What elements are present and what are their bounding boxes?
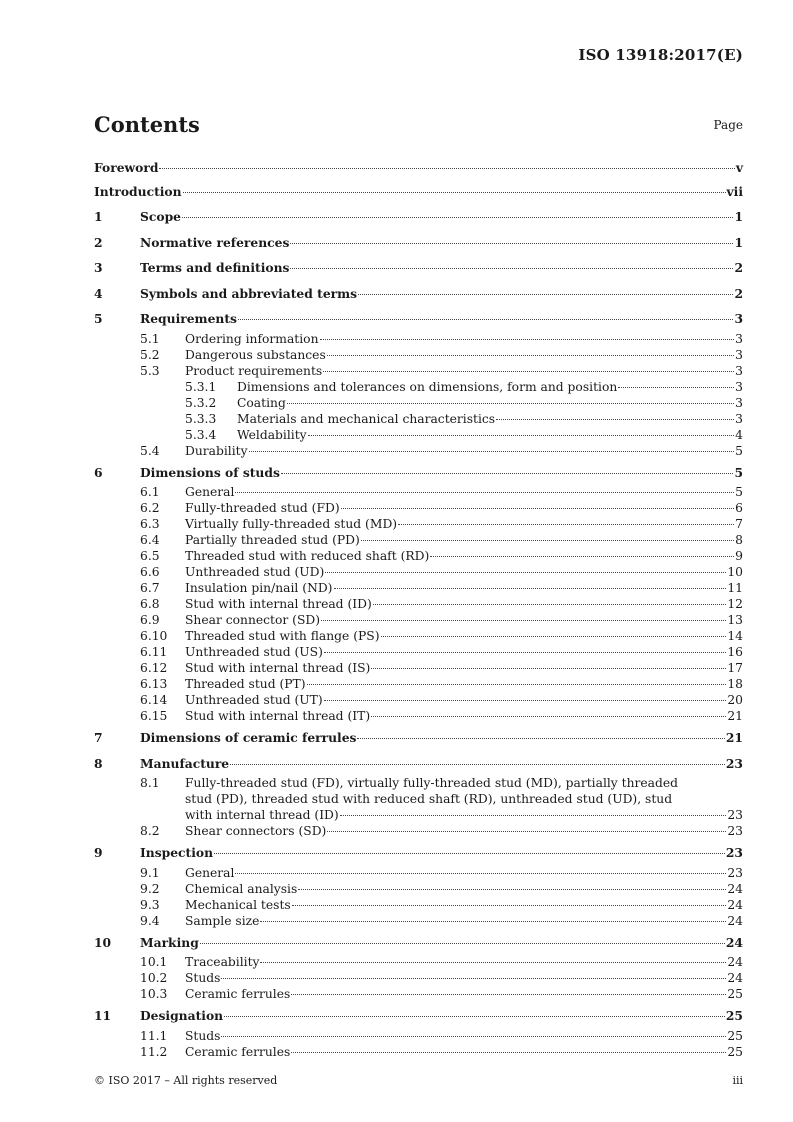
toc-entry[interactable]	[94, 865, 743, 881]
toc-entry-number: 5.3.3	[185, 411, 217, 426]
toc-entry-number: 2	[94, 234, 103, 250]
toc-entry-number: 5	[94, 311, 103, 326]
toc-entry-page: 24	[727, 881, 743, 896]
toc-entry[interactable]	[94, 331, 743, 347]
toc-entry-page: 5	[734, 464, 743, 480]
toc-entry[interactable]	[94, 484, 743, 500]
toc-entry[interactable]	[94, 692, 743, 708]
toc-entry-number: 6.10	[140, 629, 168, 643]
dot-leader	[373, 604, 727, 605]
toc-entry-page: 2	[734, 260, 743, 275]
table-of-contents	[94, 156, 743, 1060]
dot-leader	[287, 403, 734, 404]
toc-entry[interactable]	[94, 881, 743, 897]
dot-leader	[224, 1016, 725, 1017]
dot-leader	[260, 962, 726, 963]
dot-leader	[298, 889, 726, 890]
toc-entry-title: Traceability	[185, 955, 260, 969]
toc-entry-page: 23	[727, 808, 743, 822]
toc-entry[interactable]	[94, 1004, 743, 1028]
toc-entry[interactable]	[94, 628, 743, 644]
toc-entry-number: 6	[94, 464, 103, 480]
toc-entry-title: Dangerous substances	[185, 347, 326, 362]
dot-leader	[159, 168, 734, 169]
toc-entry-title: Fully-threaded stud (FD)	[185, 501, 340, 515]
toc-entry-title: Unthreaded stud (UT)	[185, 693, 323, 707]
toc-entry-page: 21	[725, 730, 743, 745]
toc-entry-title: Threaded stud with reduced shaft (RD)	[185, 549, 430, 563]
toc-entry[interactable]	[94, 726, 743, 750]
toc-entry-page: 17	[727, 661, 743, 675]
toc-entry-title: Foreword	[94, 160, 159, 175]
dot-leader	[324, 652, 726, 653]
dot-leader	[249, 451, 735, 452]
toc-entry-title: Stud with internal thread (IS)	[185, 661, 371, 675]
toc-entry-number: 6.11	[140, 645, 168, 659]
toc-entry[interactable]	[94, 363, 743, 379]
toc-entry-title-line: Fully-threaded stud (FD), virtually fully-threaded stud (MD), partially threaded	[185, 776, 679, 790]
toc-entry[interactable]	[94, 548, 743, 564]
dot-leader	[292, 905, 727, 906]
toc-entry-number: 6.6	[140, 565, 160, 579]
toc-entry-page: 24	[727, 955, 743, 969]
dot-leader	[290, 243, 733, 244]
page-number: iii	[732, 1074, 743, 1087]
toc-entry-title: Durability	[185, 443, 248, 458]
toc-entry[interactable]	[94, 660, 743, 676]
toc-entry-title: Chemical analysis	[185, 881, 298, 896]
toc-entry-page: 1	[734, 209, 743, 224]
toc-entry[interactable]	[94, 516, 743, 532]
toc-entry-title-line: with internal thread (ID)	[185, 808, 339, 822]
page-column-label: Page	[713, 118, 743, 132]
toc-entry[interactable]	[94, 379, 743, 395]
dot-leader	[307, 684, 727, 685]
toc-entry[interactable]	[94, 500, 743, 516]
toc-entry[interactable]	[94, 427, 743, 443]
toc-entry[interactable]	[94, 612, 743, 628]
dot-leader	[398, 524, 734, 525]
toc-entry-page: 23	[725, 845, 743, 860]
toc-entry-page: 5	[735, 443, 743, 458]
toc-entry-number: 10.2	[140, 971, 168, 985]
toc-entry-number: 6.15	[140, 709, 168, 723]
dot-leader	[321, 620, 726, 621]
toc-entry[interactable]	[94, 564, 743, 580]
toc-entry[interactable]	[94, 676, 743, 692]
toc-entry-title: General	[185, 865, 235, 880]
toc-entry-page: 25	[727, 987, 743, 1001]
toc-entry-title: Symbols and abbreviated terms	[140, 285, 358, 301]
toc-entry-title: Inspection	[140, 845, 214, 860]
toc-entry-title: Dimensions of ceramic ferrules	[140, 730, 357, 745]
toc-entry-number: 6.9	[140, 613, 160, 627]
toc-entry-number: 6.4	[140, 533, 160, 547]
toc-entry-page: 24	[727, 897, 743, 912]
toc-entry-number: 9.3	[140, 897, 160, 912]
dot-leader	[221, 1036, 726, 1037]
dot-leader	[230, 764, 725, 765]
toc-entry-title: Unthreaded stud (US)	[185, 645, 323, 659]
toc-entry-page: 3	[735, 411, 743, 426]
toc-entry[interactable]	[94, 986, 743, 1002]
dot-leader	[281, 473, 734, 474]
toc-entry[interactable]	[94, 931, 743, 955]
toc-entry-page: 24	[727, 971, 743, 985]
toc-entry[interactable]	[94, 775, 743, 823]
toc-entry-number: 6.1	[140, 485, 160, 499]
dot-leader	[496, 419, 734, 420]
toc-entry-number: 11.1	[140, 1028, 168, 1043]
toc-entry-title: Threaded stud with flange (PS)	[185, 629, 380, 643]
dot-leader	[357, 738, 724, 739]
toc-entry-title: Stud with internal thread (ID)	[185, 597, 372, 611]
dot-leader	[260, 921, 726, 922]
toc-entry-title-line: stud (PD), threaded stud with reduced shaft (RD), unthreaded stud (UD), stud	[185, 792, 673, 806]
document-id: ISO 13918:2017(E)	[578, 46, 743, 64]
toc-entry-page: v	[735, 160, 743, 175]
dot-leader	[361, 540, 734, 541]
toc-entry-title: Stud with internal thread (IT)	[185, 709, 371, 723]
dot-leader	[291, 994, 726, 995]
toc-entry-title: General	[185, 485, 235, 499]
toc-entry-title: Scope	[140, 209, 181, 224]
toc-entry-page: 9	[735, 549, 743, 563]
toc-entry[interactable]	[94, 1044, 743, 1060]
toc-entry-page: 6	[735, 501, 743, 515]
toc-entry-title: Studs	[185, 1028, 221, 1043]
toc-entry[interactable]	[94, 443, 743, 459]
toc-entry-title: Partially threaded stud (PD)	[185, 533, 360, 547]
dot-leader	[200, 943, 725, 944]
toc-entry[interactable]	[94, 282, 743, 306]
toc-entry-page: 8	[735, 533, 743, 547]
toc-entry-page: 24	[727, 913, 743, 928]
toc-entry[interactable]	[94, 461, 743, 485]
toc-entry-title: Normative references	[140, 234, 290, 250]
toc-entry-number: 8	[94, 755, 103, 771]
dot-leader	[235, 492, 734, 493]
toc-entry-page: 3	[735, 347, 743, 362]
toc-entry[interactable]	[94, 752, 743, 776]
toc-entry-title: Sample size	[185, 913, 260, 928]
toc-entry-number: 5.3	[140, 363, 160, 378]
toc-entry-title: Shear connector (SD)	[185, 613, 321, 627]
toc-entry-page: 3	[735, 331, 743, 346]
toc-entry-title: Insulation pin/nail (ND)	[185, 581, 333, 595]
toc-entry[interactable]	[94, 596, 743, 612]
toc-entry-number: 5.2	[140, 347, 160, 362]
toc-entry-number: 5.3.4	[185, 427, 217, 442]
dot-leader	[308, 435, 735, 436]
toc-entry-page: 5	[735, 485, 743, 499]
dot-leader	[430, 556, 734, 557]
toc-entry-title: Product requirements	[185, 363, 323, 378]
toc-entry[interactable]	[94, 231, 743, 255]
toc-entry-page: 20	[727, 693, 743, 707]
toc-entry-title: Threaded stud (PT)	[185, 677, 306, 691]
dot-leader	[290, 268, 733, 269]
toc-entry[interactable]	[94, 395, 743, 411]
toc-entry-page: 4	[735, 427, 743, 442]
toc-entry-title: Designation	[140, 1008, 224, 1023]
toc-entry[interactable]	[94, 913, 743, 929]
toc-entry-page: 3	[735, 379, 743, 394]
toc-entry-page: 24	[725, 934, 743, 950]
dot-leader	[381, 636, 727, 637]
toc-entry[interactable]	[94, 823, 743, 839]
toc-entry-page: 7	[735, 517, 743, 531]
toc-entry-number: 6.13	[140, 677, 168, 691]
toc-entry[interactable]	[94, 897, 743, 913]
toc-entry-page: 25	[727, 1028, 743, 1043]
toc-entry-page: 1	[734, 234, 743, 250]
toc-entry-page: 3	[735, 363, 743, 378]
toc-entry-number: 3	[94, 260, 103, 275]
toc-entry-number: 5.3.1	[185, 379, 217, 394]
toc-entry[interactable]	[94, 841, 743, 865]
toc-entry-number: 8.1	[140, 776, 160, 790]
toc-entry-title: Introduction	[94, 183, 182, 199]
toc-entry-title: Dimensions and tolerances on dimensions, form and position	[237, 379, 618, 394]
toc-entry-title: Coating	[237, 395, 286, 410]
toc-entry-page: 11	[727, 581, 743, 595]
toc-entry-page: 14	[727, 629, 743, 643]
dot-leader	[182, 217, 733, 218]
toc-entry[interactable]	[94, 970, 743, 986]
toc-entry-page: vii	[726, 183, 743, 199]
toc-entry-title: Ceramic ferrules	[185, 987, 291, 1001]
toc-entry-title: Studs	[185, 971, 221, 985]
toc-entry-page: 3	[734, 311, 743, 326]
toc-entry-title: Shear connectors (SD)	[185, 824, 327, 838]
toc-entry[interactable]	[94, 708, 743, 724]
dot-leader	[327, 831, 726, 832]
toc-entry-page: 25	[727, 1044, 743, 1059]
toc-entry-title: Unthreaded stud (UD)	[185, 565, 325, 579]
toc-entry-title: Dimensions of studs	[140, 464, 280, 480]
toc-entry[interactable]	[94, 180, 743, 204]
toc-entry-number: 10.1	[140, 955, 168, 969]
toc-entry[interactable]	[94, 1028, 743, 1044]
dot-leader	[358, 294, 733, 295]
toc-entry-number: 6.8	[140, 597, 160, 611]
toc-entry-number: 6.2	[140, 501, 160, 515]
dot-leader	[327, 355, 734, 356]
toc-entry-number: 9.4	[140, 913, 160, 928]
toc-entry-number: 10	[94, 934, 112, 950]
toc-entry[interactable]	[94, 532, 743, 548]
toc-entry-number: 4	[94, 285, 103, 301]
toc-entry[interactable]	[94, 954, 743, 970]
dot-leader	[325, 572, 726, 573]
toc-entry-number: 5.3.2	[185, 395, 217, 410]
toc-entry-number: 10.3	[140, 987, 168, 1001]
toc-entry-title: Manufacture	[140, 755, 230, 771]
dot-leader	[371, 668, 726, 669]
toc-entry[interactable]	[94, 347, 743, 363]
toc-entry[interactable]	[94, 256, 743, 280]
toc-entry-number: 6.14	[140, 693, 168, 707]
toc-entry-number: 5.4	[140, 443, 160, 458]
toc-entry-title: Virtually fully-threaded stud (MD)	[185, 517, 398, 531]
dot-leader	[291, 1052, 726, 1053]
dot-leader	[323, 371, 734, 372]
toc-entry-number: 6.5	[140, 549, 160, 563]
toc-entry-number: 8.2	[140, 824, 160, 838]
toc-entry-title: Ceramic ferrules	[185, 1044, 291, 1059]
contents-title: Contents	[94, 112, 200, 137]
toc-entry-page: 25	[725, 1008, 743, 1023]
toc-entry[interactable]	[94, 156, 743, 180]
toc-entry-title: Mechanical tests	[185, 897, 291, 912]
dot-leader	[341, 508, 735, 509]
dot-leader	[618, 387, 734, 388]
toc-entry-page: 23	[727, 865, 743, 880]
toc-entry-number: 5.1	[140, 331, 160, 346]
toc-entry[interactable]	[94, 411, 743, 427]
toc-entry-number: 6.3	[140, 517, 160, 531]
toc-entry-number: 9.1	[140, 865, 160, 880]
dot-leader	[183, 192, 726, 193]
toc-entry-page: 2	[734, 285, 743, 301]
toc-entry-number: 9	[94, 845, 103, 860]
toc-entry-page: 23	[725, 755, 743, 771]
toc-entry[interactable]	[94, 307, 743, 331]
toc-entry-page: 23	[727, 824, 743, 838]
dot-leader	[340, 815, 727, 816]
dot-leader	[371, 716, 726, 717]
toc-entry-number: 6.7	[140, 581, 160, 595]
dot-leader	[324, 700, 727, 701]
dot-leader	[320, 339, 735, 340]
toc-entry-page: 18	[727, 677, 743, 691]
toc-entry[interactable]	[94, 644, 743, 660]
dot-leader	[214, 853, 725, 854]
toc-entry-title: Terms and definitions	[140, 260, 290, 275]
copyright-notice: © ISO 2017 – All rights reserved	[94, 1074, 278, 1087]
toc-entry-page: 10	[727, 565, 743, 579]
toc-entry-page: 13	[727, 613, 743, 627]
toc-entry-title: Weldability	[237, 427, 307, 442]
dot-leader	[334, 588, 727, 589]
dot-leader	[235, 873, 726, 874]
toc-entry-title: Ordering information	[185, 331, 319, 346]
toc-entry-page: 12	[727, 597, 743, 611]
toc-entry-title: Requirements	[140, 311, 237, 326]
toc-entry-page: 21	[727, 709, 743, 723]
toc-entry-number: 7	[94, 730, 103, 745]
toc-entry-number: 1	[94, 209, 103, 224]
toc-entry-number: 11	[94, 1008, 112, 1023]
toc-entry-page: 3	[735, 395, 743, 410]
dot-leader	[221, 978, 726, 979]
toc-entry-page: 16	[727, 645, 743, 659]
toc-entry[interactable]	[94, 205, 743, 229]
toc-entry-number: 11.2	[140, 1044, 168, 1059]
dot-leader	[238, 319, 734, 320]
toc-entry-number: 9.2	[140, 881, 160, 896]
toc-entry[interactable]	[94, 580, 743, 596]
toc-entry-title: Marking	[140, 934, 199, 950]
toc-entry-number: 6.12	[140, 661, 168, 675]
toc-entry-title: Materials and mechanical characteristics	[237, 411, 496, 426]
